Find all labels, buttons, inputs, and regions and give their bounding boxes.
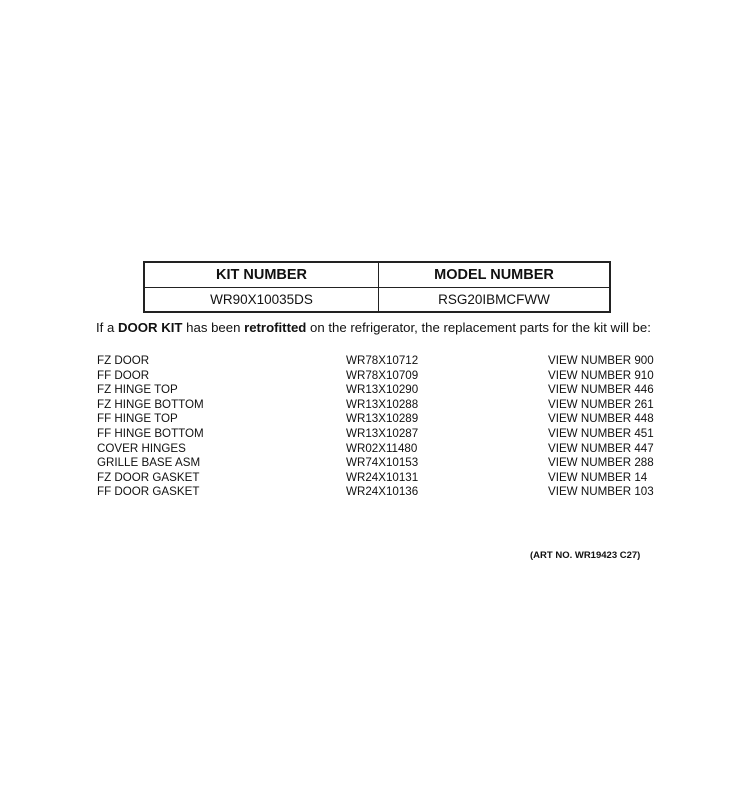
list-item: [97, 398, 677, 413]
kit-number-value: WR90X10035DS: [145, 288, 379, 311]
part-name: FF HINGE BOTTOM: [97, 426, 204, 440]
view-number: VIEW NUMBER 448: [548, 412, 654, 426]
view-number: VIEW NUMBER 103: [548, 485, 654, 499]
art-number: (ART NO. WR19423 C27): [530, 550, 641, 561]
part-name: FF DOOR GASKET: [97, 485, 200, 499]
view-number: VIEW NUMBER 447: [548, 441, 654, 455]
part-number: WR78X10712: [346, 354, 419, 367]
list-item: [97, 354, 677, 369]
part-name: GRILLE BASE ASM: [97, 456, 201, 470]
part-number: WR13X10289: [346, 412, 419, 426]
part-name: FZ DOOR: [97, 354, 150, 367]
view-number: VIEW NUMBER 451: [548, 426, 654, 440]
part-number: WR74X10153: [346, 456, 419, 470]
part-number: WR24X10131: [346, 470, 419, 484]
part-name: COVER HINGES: [97, 441, 186, 455]
list-item: [97, 442, 677, 457]
part-number: WR13X10287: [346, 426, 419, 440]
part-name: FZ HINGE TOP: [97, 383, 178, 397]
list-item: [97, 471, 677, 486]
part-number: WR02X11480: [346, 441, 418, 455]
list-item: [97, 456, 677, 471]
part-number: WR13X10288: [346, 397, 419, 411]
kit-model-table: [143, 261, 611, 313]
note-retrofitted: retrofitted: [244, 320, 307, 335]
model-number-value: RSG20IBMCFWW: [438, 292, 550, 307]
list-item: [97, 383, 677, 398]
kit-number-header: KIT NUMBER: [145, 263, 379, 288]
view-number: VIEW NUMBER 446: [548, 383, 654, 397]
part-number: WR24X10136: [346, 485, 419, 499]
note-door-kit: DOOR KIT: [118, 320, 183, 335]
part-number: WR13X10290: [346, 383, 419, 397]
list-item: [97, 412, 677, 427]
part-name: FZ HINGE BOTTOM: [97, 397, 204, 411]
part-number: WR78X10709: [346, 368, 419, 382]
view-number: VIEW NUMBER 900: [548, 354, 654, 367]
retrofit-note: [96, 320, 696, 335]
view-number: VIEW NUMBER 14: [548, 470, 648, 484]
list-item: [97, 427, 677, 442]
list-item: [97, 485, 677, 500]
part-name: FF DOOR: [97, 368, 150, 382]
replacement-parts-list: [97, 354, 677, 500]
note-prefix: If a: [96, 320, 118, 335]
model-number-header: MODEL NUMBER: [379, 263, 609, 288]
note-suffix: on the refrigerator, the replacement parts for the kit will be:: [306, 320, 651, 335]
part-name: FF HINGE TOP: [97, 412, 178, 426]
list-item: [97, 369, 677, 384]
view-number: VIEW NUMBER 288: [548, 456, 654, 470]
view-number: VIEW NUMBER 910: [548, 368, 654, 382]
part-name: FZ DOOR GASKET: [97, 470, 200, 484]
view-number: VIEW NUMBER 261: [548, 397, 654, 411]
note-middle: has been: [182, 320, 245, 335]
